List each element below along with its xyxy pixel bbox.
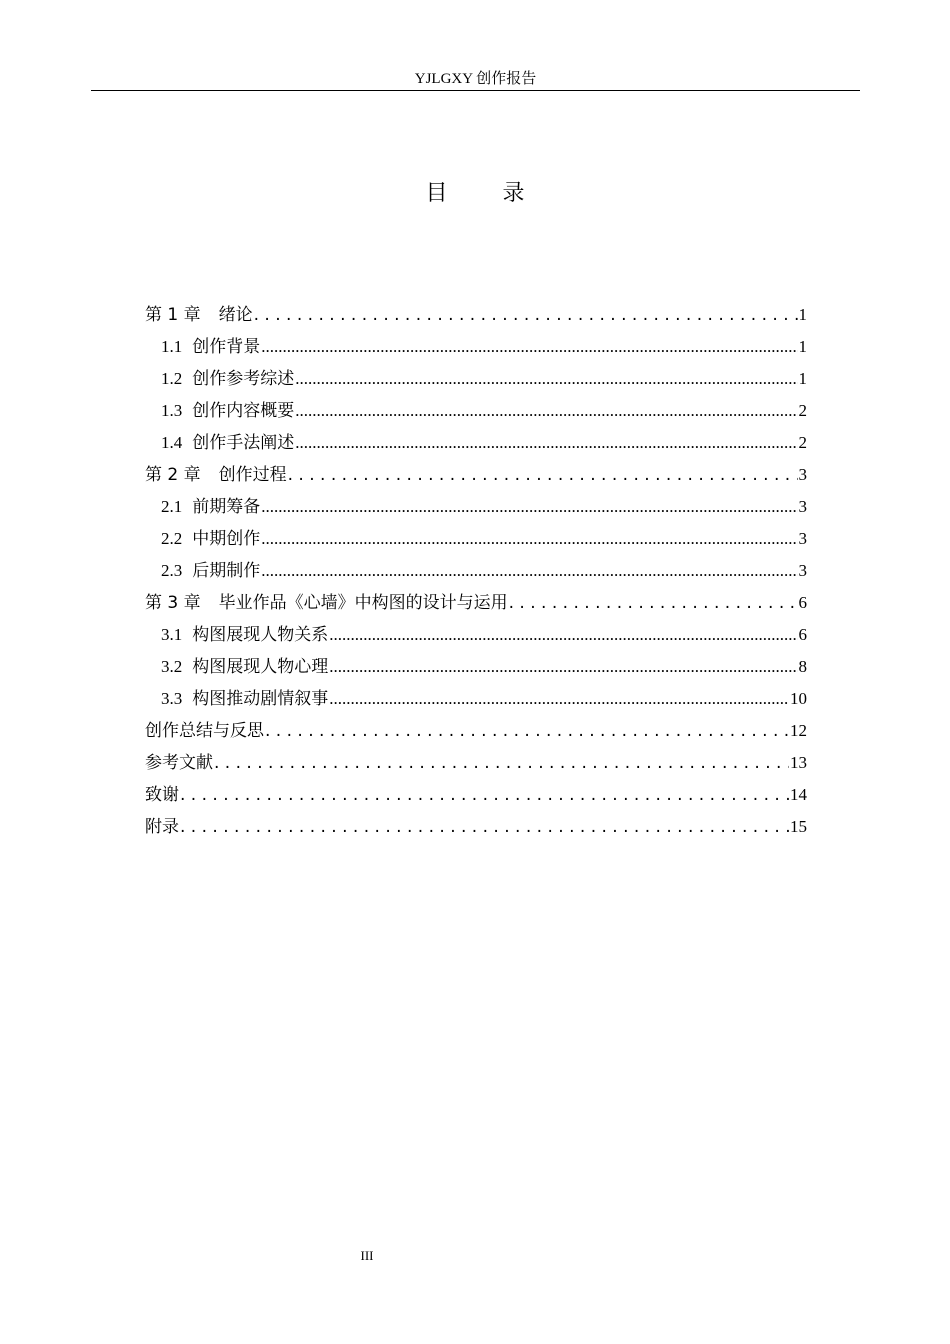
toc-entry-page: 8 [798,657,807,676]
toc-dot-leader [261,491,797,523]
toc-entry-page: 3 [798,465,807,484]
toc-entry-number: 1.4 [161,433,183,452]
toc-entry-page: 2 [798,433,807,452]
toc-dot-leader [329,683,789,715]
toc-dot-leader [261,523,797,555]
toc-entry-number: 3.1 [161,625,183,644]
toc-entry[interactable] [145,747,807,779]
toc-entry[interactable] [145,683,807,715]
toc-entry[interactable] [145,299,807,331]
toc-entry-title: 构图展现人物心理 [192,657,329,676]
toc-entry-number: 2.1 [161,497,183,516]
toc-dot-leader [265,715,789,747]
toc-entry-page: 6 [798,593,807,612]
toc-entry-number: 第 3 章 [145,593,201,613]
toc-title: 目 录 [425,181,549,206]
toc-dot-leader [261,331,797,363]
toc-entry-title: 创作背景 [192,337,261,356]
toc-dot-leader [509,587,798,619]
toc-entry[interactable] [145,811,807,843]
toc-entry-title: 创作总结与反思 [145,721,264,741]
toc-entry[interactable] [145,459,807,491]
toc-entry-title: 毕业作品《心墙》中构图的设计与运用 [218,593,508,613]
toc-entry[interactable] [145,779,807,811]
toc-entry[interactable] [145,619,807,651]
toc-entry-page: 1 [798,305,807,324]
toc-entry-page: 14 [790,785,807,804]
toc-dot-leader [254,299,798,331]
toc-dot-leader [261,555,797,587]
table-of-contents [145,299,807,843]
toc-dot-leader [295,427,797,459]
toc-entry-page: 3 [798,529,807,548]
toc-entry[interactable] [145,395,807,427]
toc-dot-leader [288,459,798,491]
toc-entry-title: 构图展现人物关系 [192,625,329,644]
toc-entry-title: 参考文献 [145,753,213,773]
toc-entry-title: 创作手法阐述 [192,433,295,452]
toc-entry-number: 1.3 [161,401,183,420]
toc-entry[interactable] [145,523,807,555]
toc-entry-title: 中期创作 [192,529,261,548]
toc-dot-leader [214,747,789,779]
toc-dot-leader [329,619,797,651]
toc-dot-leader [295,395,797,427]
toc-entry-title: 前期筹备 [192,497,261,516]
toc-entry-page: 10 [790,689,807,708]
toc-entry-number: 1.1 [161,337,183,356]
toc-entry-title: 绪论 [218,305,253,325]
toc-entry-number: 第 2 章 [145,465,201,485]
toc-entry-number: 1.2 [161,369,183,388]
toc-entry-title: 后期制作 [192,561,261,580]
toc-entry-number: 第 1 章 [145,305,201,325]
toc-entry-page: 3 [798,497,807,516]
toc-entry-number: 2.3 [161,561,183,580]
toc-dot-leader [180,779,789,811]
toc-entry-number: 3.2 [161,657,183,676]
toc-entry-title: 附录 [145,817,179,837]
toc-entry[interactable] [145,555,807,587]
toc-entry-page: 1 [798,369,807,388]
toc-entry[interactable] [145,491,807,523]
toc-entry-number: 2.2 [161,529,183,548]
toc-dot-leader [329,651,797,683]
toc-entry-page: 2 [798,401,807,420]
toc-entry[interactable] [145,331,807,363]
toc-entry-title: 创作参考综述 [192,369,295,388]
toc-entry-title: 创作过程 [218,465,287,485]
toc-entry[interactable] [145,587,807,619]
toc-entry[interactable] [145,651,807,683]
toc-entry-page: 13 [790,753,807,772]
toc-entry[interactable] [145,715,807,747]
toc-entry-number: 3.3 [161,689,183,708]
toc-entry-page: 3 [798,561,807,580]
toc-entry[interactable] [145,363,807,395]
toc-entry-title: 构图推动剧情叙事 [192,689,329,708]
toc-dot-leader [295,363,797,395]
toc-entry-title: 创作内容概要 [192,401,295,420]
toc-entry-page: 6 [798,625,807,644]
toc-dot-leader [180,811,789,843]
page-number: III [360,1248,374,1263]
toc-entry[interactable] [145,427,807,459]
toc-entry-page: 12 [790,721,807,740]
toc-entry-page: 1 [798,337,807,356]
toc-entry-page: 15 [790,817,807,836]
toc-entry-title: 致谢 [145,785,179,805]
page-header: YJLGXY 创作报告 [91,68,860,91]
